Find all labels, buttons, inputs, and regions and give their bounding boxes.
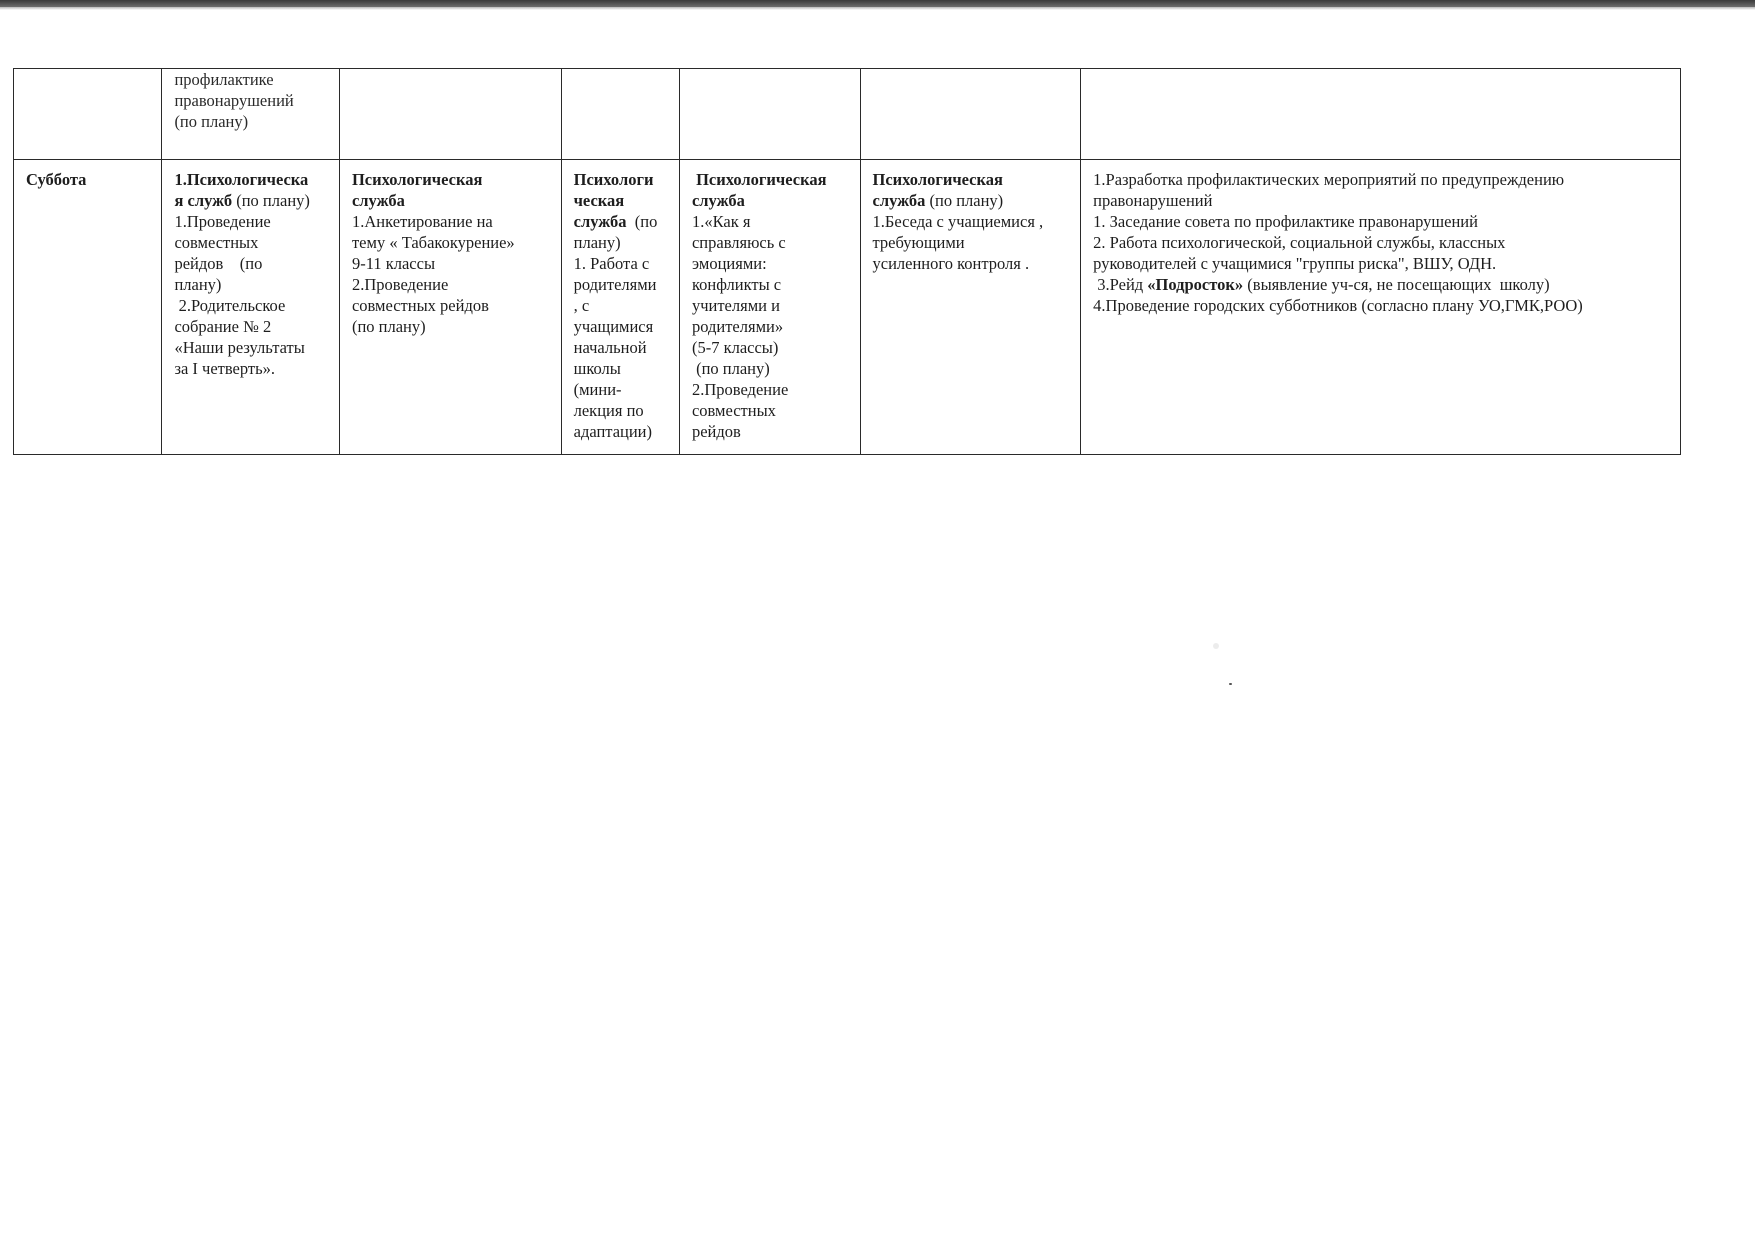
text-line: родителями» xyxy=(691,317,784,336)
text-line: правонарушений xyxy=(174,91,294,110)
scan-speck xyxy=(1213,643,1219,649)
text-line: 2.Проведение xyxy=(351,275,449,294)
cell-heading: Психологи xyxy=(573,170,654,189)
text-line: 2.Проведение xyxy=(691,380,789,399)
cell-col3 xyxy=(561,160,679,455)
text-line: совместных рейдов xyxy=(351,296,489,315)
text-line: (по плану) xyxy=(691,359,770,378)
text-line: 1.«Как я xyxy=(691,212,751,231)
scan-top-edge-fade xyxy=(0,7,1755,10)
text-line: рейдов xyxy=(691,422,741,441)
text-line: учащимися xyxy=(573,317,654,336)
schedule-table xyxy=(13,68,1681,455)
text-line: учителями и xyxy=(691,296,780,315)
text-line: тему « Табакокурение» xyxy=(351,233,515,252)
text-line: 9-11 классы xyxy=(351,254,436,273)
cell-heading: Психологическая xyxy=(351,170,483,189)
table-row-continued xyxy=(14,69,1681,160)
cell-day-empty xyxy=(14,69,162,160)
text-line: начальной xyxy=(573,338,647,357)
text-line: (по плану) xyxy=(174,112,249,131)
cell-heading: Психологическая xyxy=(691,170,827,189)
text-line: 2.Родительское xyxy=(174,296,286,315)
text-line: справляюсь с xyxy=(691,233,786,252)
text-line: (по плану) xyxy=(929,191,1004,210)
text-line: родителями xyxy=(573,275,657,294)
text-line: 1. Заседание совета по профилактике правонарушений xyxy=(1093,212,1478,231)
cell-heading: служба xyxy=(351,191,405,210)
text-line: (по плану) xyxy=(351,317,426,336)
text-line: руководителей с учащимися "группы риска", ВШУ, ОДН. xyxy=(1093,254,1497,273)
text-line: 1.Разработка профилактических мероприятий по предупреждению xyxy=(1093,170,1565,189)
text-line: (по плану) xyxy=(236,191,310,210)
text-line: усиленного контроля . xyxy=(872,254,1030,273)
cell-continued-col6 xyxy=(1081,69,1681,160)
cell-heading: служба xyxy=(872,191,926,210)
scan-top-edge xyxy=(0,0,1755,7)
text-fragment: (выявление уч-ся, не посещающих школу) xyxy=(1243,275,1550,294)
text-line: требующими xyxy=(872,233,965,252)
text-line: школы xyxy=(573,359,621,378)
cell-col6 xyxy=(1081,160,1681,455)
cell-continued-col5 xyxy=(860,69,1081,160)
text-line: 2. Работа психологической, социальной службы, классных xyxy=(1093,233,1506,252)
cell-continued-col1 xyxy=(162,69,340,160)
raid-name: «Подросток» xyxy=(1147,275,1244,294)
text-line: профилактике xyxy=(174,70,274,89)
text-line: 1.Беседа с учащиемися , xyxy=(872,212,1044,231)
text-line: 1. Работа с xyxy=(573,254,650,273)
text-line: правонарушений xyxy=(1093,191,1213,210)
text-line: конфликты с xyxy=(691,275,782,294)
text-line: 1.Анкетирование на xyxy=(351,212,493,231)
text-line: за I четверть». xyxy=(174,359,276,378)
cell-continued-col4 xyxy=(679,69,860,160)
table-row-saturday xyxy=(14,160,1681,455)
cell-col2 xyxy=(339,160,561,455)
cell-heading: ческая xyxy=(573,191,625,210)
text-line: совместных xyxy=(691,401,776,420)
cell-heading: служба xyxy=(691,191,745,210)
text-line: рейдов (по xyxy=(174,254,263,273)
day-label: Суббота xyxy=(14,160,162,455)
cell-col4 xyxy=(679,160,860,455)
scan-speck xyxy=(1229,683,1232,685)
cell-heading: 1.Психологическа xyxy=(174,170,309,189)
text-line: адаптации) xyxy=(573,422,652,441)
text-line: 1.Проведение xyxy=(174,212,271,231)
cell-heading: я служб xyxy=(174,191,233,210)
cell-continued-col2 xyxy=(339,69,561,160)
text-line: лекция по xyxy=(573,401,644,420)
text-line: 4.Проведение городских субботников (согласно плану УО,ГМК,РОО) xyxy=(1093,296,1583,315)
cell-col1 xyxy=(162,160,340,455)
text-line: (по xyxy=(634,212,658,231)
text-line: плану) xyxy=(174,275,222,294)
text-line: (мини- xyxy=(573,380,622,399)
cell-continued-col3 xyxy=(561,69,679,160)
cell-heading: Психологическая xyxy=(872,170,1003,189)
text-line: , с xyxy=(573,296,590,315)
text-line: собрание № 2 xyxy=(174,317,272,336)
text-line: эмоциями: xyxy=(691,254,767,273)
text-line xyxy=(1093,274,1670,295)
text-line: (5-7 классы) xyxy=(691,338,779,357)
cell-heading: служба xyxy=(573,212,627,231)
cell-col5 xyxy=(860,160,1081,455)
text-line: плану) xyxy=(573,233,621,252)
text-line: совместных xyxy=(174,233,259,252)
text-line: «Наши результаты xyxy=(174,338,305,357)
text-fragment: 3.Рейд xyxy=(1093,275,1148,294)
